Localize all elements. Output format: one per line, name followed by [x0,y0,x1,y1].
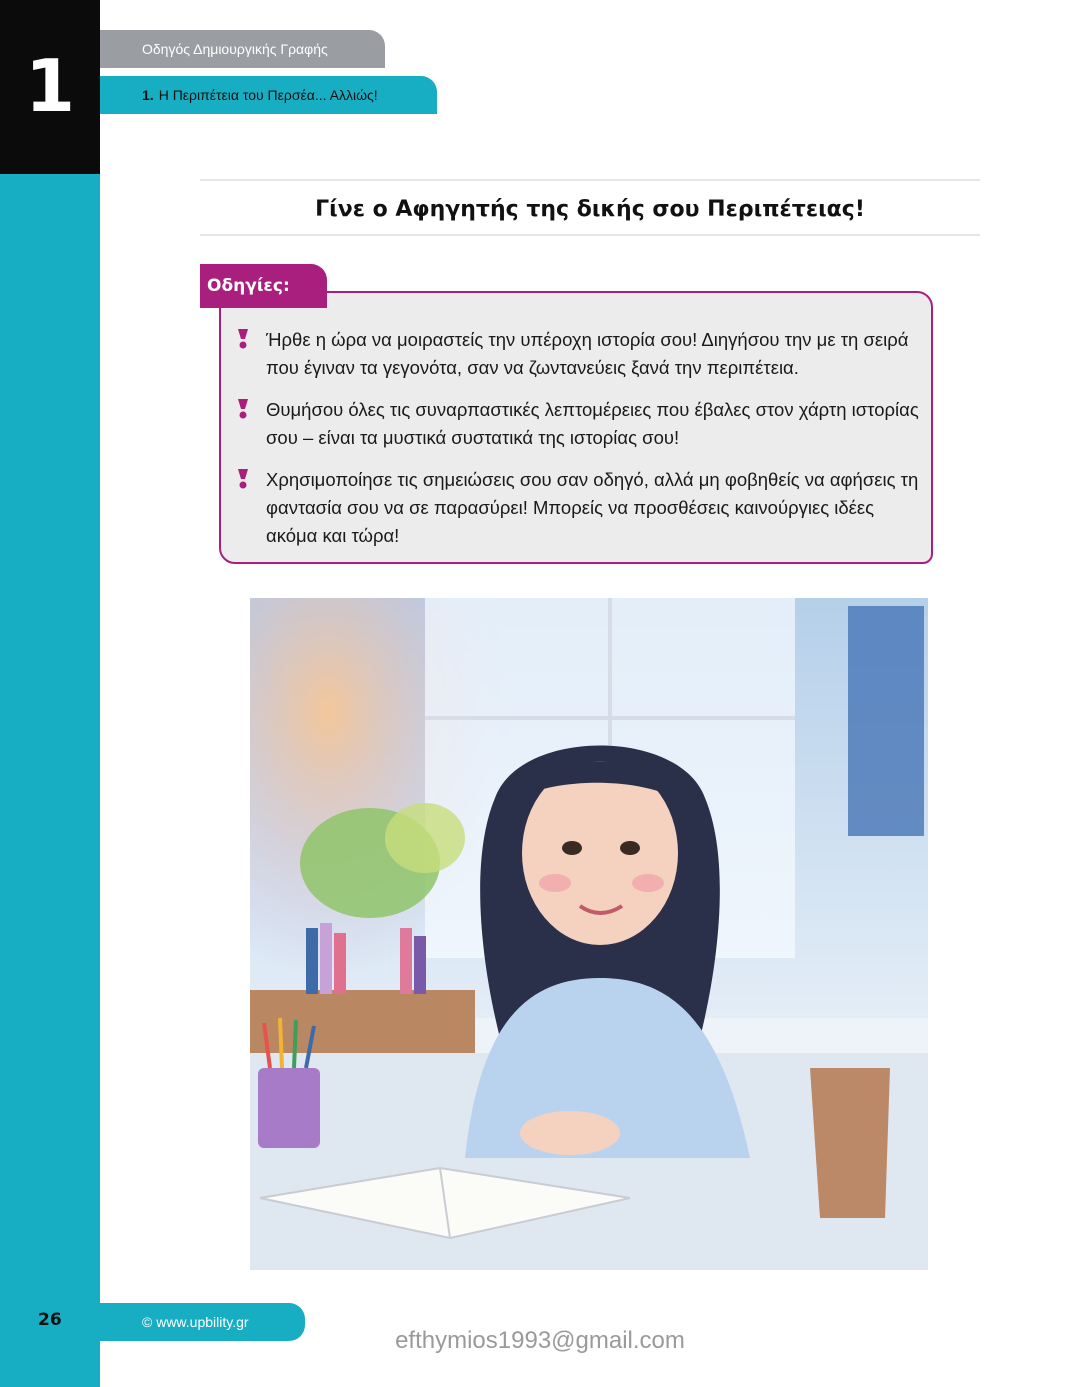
lesson-number: 1. [142,87,154,103]
watermark-text: efthymios1993@gmail.com [395,1327,685,1354]
instruction-item [232,466,922,550]
girl-figure [465,746,750,1159]
exclamation-bullet-icon [236,328,250,350]
chapter-number: 1 [0,0,100,174]
instructions-label: Οδηγίες: [200,264,327,308]
guide-title-tab: Οδηγός Δημιουργικής Γραφής [100,30,385,68]
instruction-item [232,326,922,382]
instruction-text: Θυμήσου όλες τις συναρπαστικές λεπτομέρειες που έβαλες στον χάρτη ιστορίας σου – είναι τα μυστικά συστατικά της ιστορίας σου! [266,399,919,448]
website-link[interactable]: © www.upbility.gr [100,1303,305,1341]
side-color-band [0,0,100,1387]
exclamation-bullet-icon [236,398,250,420]
page-number: 26 [38,1310,62,1330]
instruction-text: Χρησιμοποίησε τις σημειώσεις σου σαν οδηγό, αλλά μη φοβηθείς να αφήσεις τη φαντασία σου να σε παρασύρει! Μπορείς να προσθέσεις καινούργιες ιδέες ακόμα και τώρα! [266,469,919,546]
instruction-text: Ήρθε η ώρα να μοιραστείς την υπέροχη ιστορία σου! Διηγήσου την με τη σειρά που έγιναν τα γεγονότα, σαν να ζωντανεύεις ξανά την περιπέτεια. [266,329,909,378]
title-rule-top [200,179,980,181]
title-rule-bottom [200,234,980,236]
lesson-title-tab [100,76,437,114]
instructions-list [232,326,922,564]
page-title: Γίνε ο Αφηγητής της δικής σου Περιπέτειας! [315,197,865,222]
instruction-item [232,396,922,452]
lesson-title: Η Περιπέτεια του Περσέα... Αλλιώς! [158,87,378,103]
girl-writing-illustration [250,598,928,1270]
exclamation-bullet-icon [236,468,250,490]
